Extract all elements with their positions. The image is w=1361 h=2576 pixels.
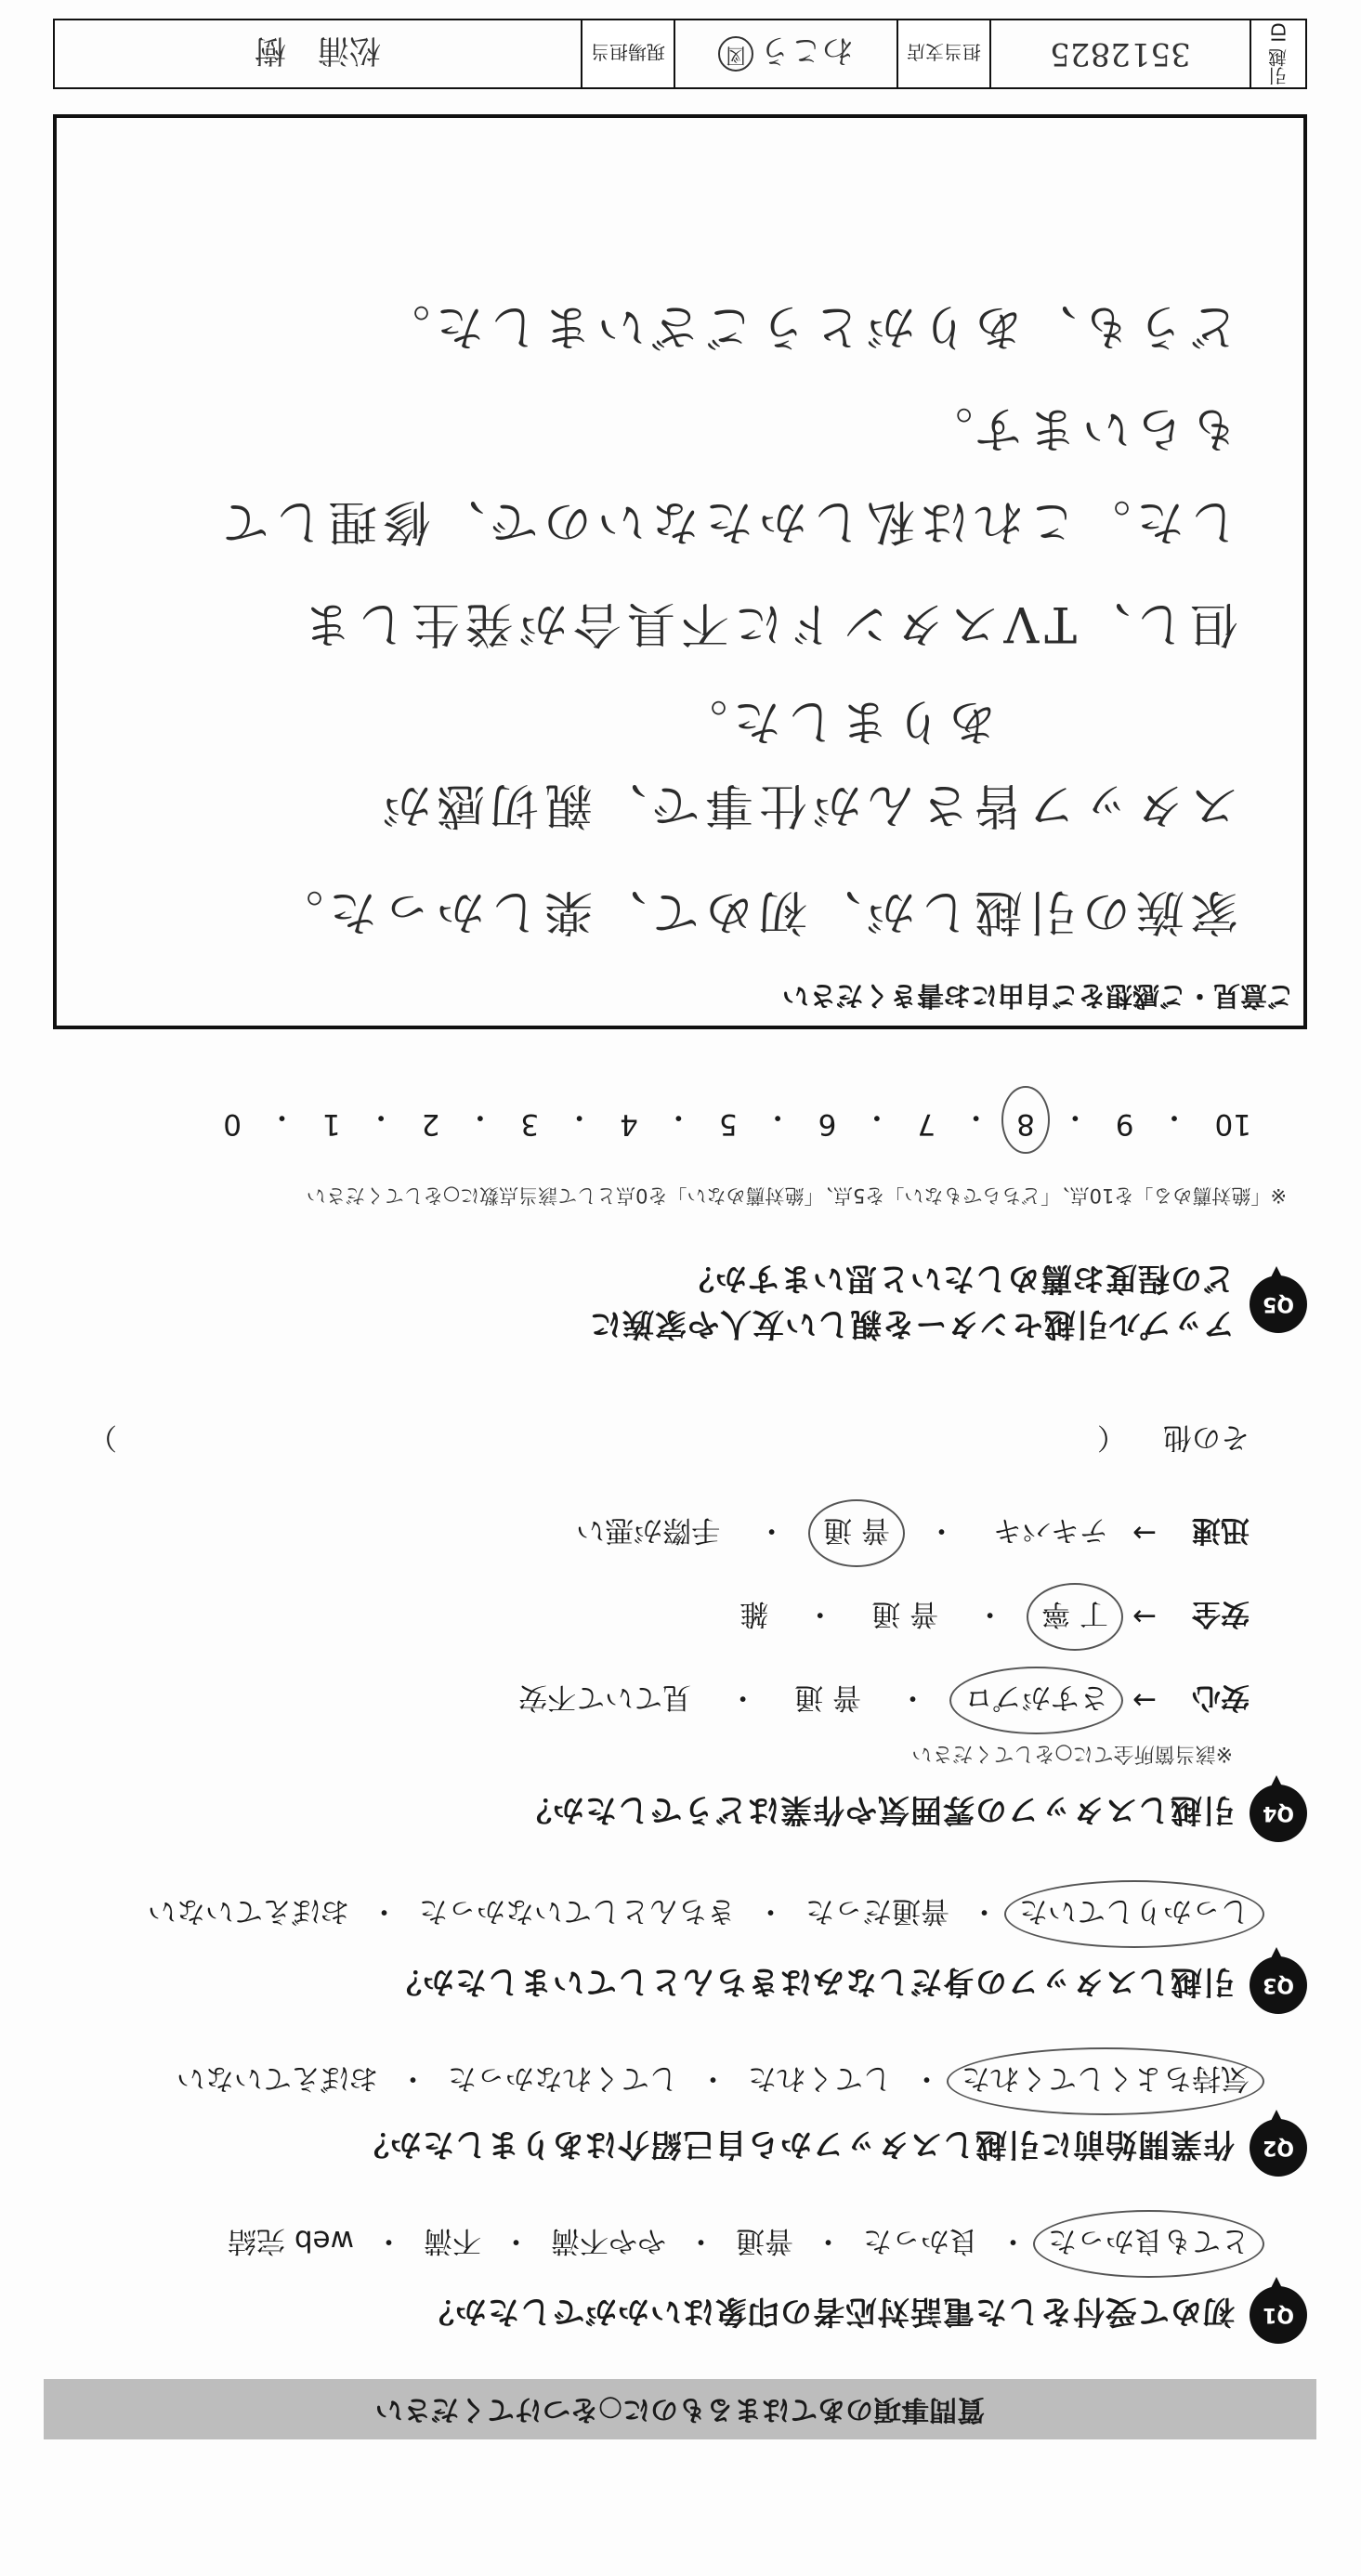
comment-line-4: 但し、TVスタンドに不具合が発生しま	[297, 595, 1238, 651]
question-4	[519, 1785, 1307, 1842]
q5-score-3[interactable]: 3	[520, 1107, 540, 1141]
comment-line-2: スタッフ皆さんが仕事で、親切感が	[377, 777, 1238, 832]
q4-other-label: その他	[1163, 1420, 1250, 1454]
q5-score-5[interactable]: 5	[718, 1107, 738, 1141]
q3-option-4[interactable]: おぼえていない	[148, 1894, 349, 1928]
q5-score-10[interactable]: 10	[1214, 1107, 1251, 1141]
q3-option-1[interactable]: しっかりしていた	[1019, 1893, 1250, 1935]
q3-option-2[interactable]: 普通だった	[805, 1894, 949, 1928]
q1-badge: Q1	[1250, 2286, 1307, 2344]
info-table	[53, 19, 1307, 89]
q3-option-3[interactable]: きちんとしていなかった	[419, 1894, 736, 1928]
q5-score-2[interactable]: 2	[421, 1107, 440, 1141]
id-label: 引越 ID	[1250, 20, 1305, 87]
comment-label: ご意見・ご感想をご自由にお書きください	[781, 980, 1294, 1012]
q1-option-5[interactable]: 不満	[424, 2224, 481, 2257]
q4-anshin-option-2[interactable]: 普 通	[794, 1680, 862, 1714]
id-value: 3512825	[989, 20, 1250, 87]
q5-score-0[interactable]: 0	[223, 1107, 242, 1141]
q5-score-9[interactable]: 9	[1115, 1107, 1134, 1141]
q4-anzen-option-2[interactable]: 普 通	[871, 1597, 939, 1630]
q4-anshin-option-3[interactable]: 見ていて不安	[518, 1680, 692, 1714]
leader-value: 松浦 樹	[255, 32, 381, 70]
comment-line-7: どうも、ありがとうございました。	[375, 298, 1238, 354]
q1-options: とても良かった ・ 良かった ・ 普通 ・ やや不満 ・ 不満 ・ web 完結	[228, 2223, 1250, 2265]
q4-text: 引越しスタッフの雰囲気や作業はどうでしたか？	[519, 1791, 1235, 1829]
q2-text: 作業開始前に引越しスタッフから自己紹介はありましたか？	[357, 2125, 1235, 2164]
branch-label: 担当支店	[896, 20, 989, 87]
q4-jinsoku-option-3[interactable]: 手際が悪い	[576, 1513, 721, 1547]
q5-score-7[interactable]: 7	[917, 1107, 936, 1141]
q4-row-label: 安心	[1192, 1680, 1250, 1714]
q4-other-open: （	[1097, 1420, 1126, 1454]
q1-option-6[interactable]: web 完結	[228, 2224, 354, 2257]
question-2	[357, 2119, 1307, 2177]
arrow-icon: →	[1132, 1516, 1157, 1550]
q3-badge: Q3	[1250, 1956, 1307, 2014]
q2-option-1[interactable]: 気持ちよくしてくれた	[962, 2060, 1250, 2102]
q1-text: 初めて受付をした電話対応者の印象はいかがでしたか？	[422, 2293, 1235, 2331]
q5-badge: Q5	[1250, 1275, 1307, 1333]
comment-line-6: もらいます。	[919, 400, 1238, 456]
q4-row-jinsoku: 迅速 → テキパキ ・ 普 通 ・ 手際が悪い	[576, 1512, 1250, 1554]
q3-options: しっかりしていた ・ 普通だった ・ きちんとしていなかった ・ おぼえていない	[148, 1893, 1250, 1935]
q4-jinsoku-option-2[interactable]: 普 通	[823, 1512, 890, 1554]
comment-line-5: した。これは私しかたないので、修理して	[216, 493, 1238, 549]
instruction-banner	[44, 2379, 1316, 2439]
q4-row-anshin: 安心 → さすがプロ ・ 普 通 ・ 見ていて不安	[518, 1680, 1250, 1721]
q4-note: ※該当箇所全てに○をしてください	[911, 1742, 1233, 1765]
q5-score-8[interactable]: 8	[1016, 1099, 1035, 1141]
q4-row-label: 安全	[1192, 1597, 1250, 1630]
arrow-icon: →	[1132, 1600, 1157, 1634]
q4-row-label: 迅速	[1192, 1513, 1250, 1547]
question-3	[389, 1956, 1307, 2014]
q5-score-6[interactable]: 6	[818, 1107, 837, 1141]
q2-option-2[interactable]: してくれた	[748, 2061, 892, 2095]
question-5	[589, 1259, 1307, 1350]
question-1	[422, 2286, 1307, 2344]
branch-value: わこう	[759, 32, 854, 70]
q5-note: ※「絶対薦める」を10点、「どちらでもない」を5点、「絶対薦めない」を0点として該当点数に○をしてください	[306, 1184, 1287, 1207]
q3-text: 引越しスタッフの身だしなみはきちんとしていましたか？	[389, 1963, 1235, 2001]
q5-score-1[interactable]: 1	[321, 1107, 341, 1141]
q4-anzen-option-3[interactable]: 雑	[739, 1597, 769, 1630]
q2-options: 気持ちよくしてくれた ・ してくれた ・ してくれなかった ・ おぼえていない	[177, 2060, 1250, 2102]
q4-other-close: ）	[88, 1420, 117, 1454]
branch-seal: 図	[718, 36, 753, 72]
q2-option-3[interactable]: してくれなかった	[448, 2061, 678, 2095]
comment-line-3: ありました。	[673, 693, 997, 749]
q1-option-4[interactable]: やや不満	[551, 2224, 666, 2257]
q2-badge: Q2	[1250, 2119, 1307, 2177]
q4-other-row	[88, 1419, 1250, 1461]
q2-option-4[interactable]: おぼえていない	[177, 2061, 378, 2095]
q1-option-3[interactable]: 普通	[736, 2224, 793, 2257]
q4-jinsoku-option-1[interactable]: テキパキ	[993, 1513, 1109, 1547]
branch-cell	[674, 20, 896, 87]
q4-row-anzen: 安全 → 丁 寧 ・ 普 通 ・ 雑	[739, 1596, 1250, 1638]
q1-option-2[interactable]: 良かった	[863, 2224, 978, 2257]
instruction-text: 質問事項のあてはまるものに○をつけてください	[374, 2393, 986, 2426]
q5-text-line-1: アップル引越センターを親しい友人や家族に	[589, 1305, 1235, 1342]
q5-text-line-2: どの程度お薦めしたいと思いますか？	[682, 1260, 1235, 1297]
q1-option-1[interactable]: とても良かった	[1048, 2223, 1250, 2265]
leader-label: 現場担当	[581, 20, 674, 87]
q5-scale: 10 ・ 9 ・ 8 ・ 7 ・ 6 ・ 5 ・ 4 ・ 3 ・ 2 ・ 1 ・ 0	[223, 1100, 1251, 1141]
q5-score-4[interactable]: 4	[620, 1107, 638, 1141]
comment-line-1: 家族の引越しが、初めて、楽しかった。	[269, 883, 1238, 939]
q5-text	[589, 1259, 1235, 1350]
q4-anshin-option-1[interactable]: さすがプロ	[964, 1680, 1108, 1721]
q4-anzen-option-1[interactable]: 丁 寧	[1041, 1596, 1108, 1638]
comment-box[interactable]	[53, 114, 1307, 1029]
q4-badge: Q4	[1250, 1785, 1307, 1842]
arrow-icon: →	[1132, 1683, 1157, 1718]
